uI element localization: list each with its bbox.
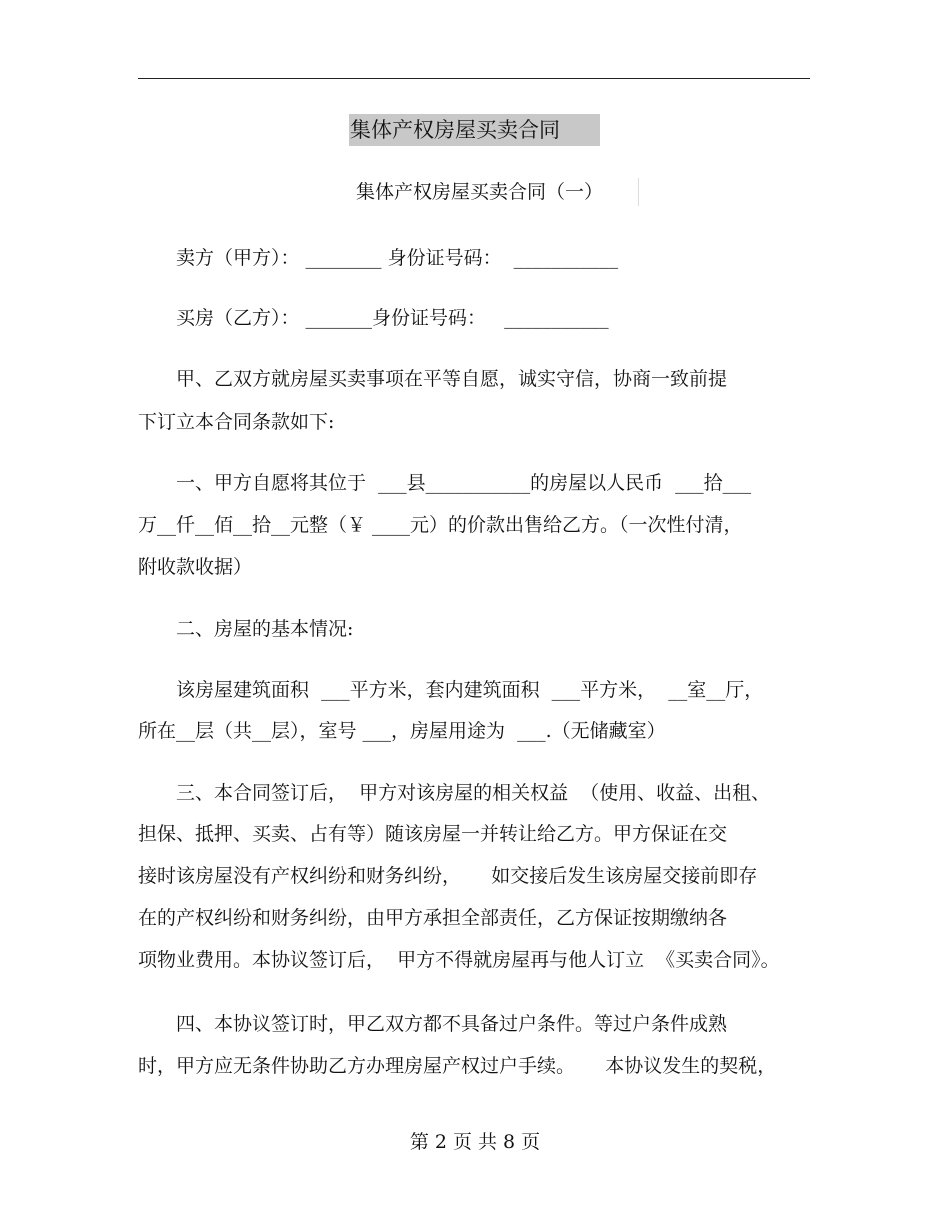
clause-2-line: 所在__层（共__层），室号 ___，房屋用途为 ___.（无储藏室） (138, 720, 666, 742)
clause-3-line: 三、本合同签订后， 甲方对该房屋的相关权益 （使用、收益、出租、 (138, 782, 771, 804)
preamble-line: 下订立本合同条款如下: (138, 411, 335, 433)
clause-3-line: 接时该房屋没有产权纠纷和财务纠纷， 如交接后发生该房屋交接前即存 (138, 865, 758, 887)
clause-2-heading: 二、房屋的基本情况: (138, 618, 354, 640)
seller-line: 卖方（甲方）： ________ 身份证号码： ___________ (138, 247, 619, 269)
clause-3-line: 担保、抵押、买卖、占有等）随该房屋一并转让给乙方。甲方保证在交 (138, 823, 728, 845)
clause-1-line: 一、甲方自愿将其位于 ___县___________的房屋以人民币 ___拾___ (138, 472, 752, 494)
page-indicator: 第 2 页 共 8 页 (409, 1131, 541, 1153)
clause-4-line: 时，甲方应无条件协助乙方办理房屋产权过户手续。 本协议发生的契税， (138, 1055, 777, 1077)
preamble-line: 甲、乙双方就房屋买卖事项在平等自愿，诚实守信，协商一致前提 (138, 368, 728, 390)
clause-4-line: 四、本协议签订时，甲乙双方都不具备过户条件。等过户条件成熟 (138, 1013, 728, 1035)
document-title: 集体产权房屋买卖合同 (349, 114, 600, 146)
clause-2-line: 该房屋建筑面积 ___平方米，套内建筑面积 ___平方米， __室__厅， (138, 679, 764, 701)
header-rule (138, 78, 810, 79)
clause-1-line: 附收款收据） (138, 556, 253, 578)
clause-3-line: 项物业费用。本协议签订后， 甲方不得就房屋再与他人订立 《买卖合同》。 (138, 949, 780, 971)
buyer-line: 买房（乙方）： _______身份证号码： ___________ (138, 307, 609, 329)
clause-1-line: 万__仟__佰__拾__元整（￥ ____元）的价款出售给乙方。（一次性付清， (138, 514, 743, 536)
clause-3-line: 在的产权纠纷和财务纠纷，由甲方承担全部责任，乙方保证按期缴纳各 (138, 907, 728, 929)
document-subtitle: 集体产权房屋买卖合同（一） (356, 178, 639, 206)
